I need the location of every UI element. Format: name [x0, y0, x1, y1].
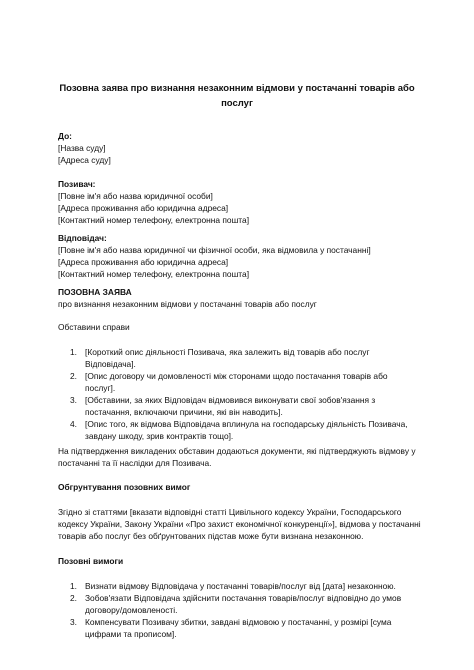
demand-text: Компенсувати Позивачу збитки, завдані відмовою у постачанні, у розмірі [сума цифрами та прописом]. — [85, 617, 392, 639]
list-item: 4. [Опис того, як відмова Відповідача вплинула на господарську діяльність Позивача, завдану шкоду, зрив контрактів тощо]. — [70, 419, 408, 441]
circumstances-list — [70, 346, 412, 442]
court-address: [Адреса суду] — [58, 155, 111, 165]
recipient-heading: До: — [58, 131, 72, 141]
plaintiff-address: [Адреса проживання або юридична адреса] — [58, 203, 229, 213]
circumstance-text: [Опис того, як відмова Відповідача вплинула на господарську діяльність Позивача, завдану шкоду, зрив контрактів тощо]. — [85, 419, 408, 441]
justification-heading: Обгрунтування позовних вимог — [58, 482, 191, 492]
justification-text: Згідно зі статтями [вказати відповідні статті Цивільного кодексу України, Господарського кодексу України, Закону України «Про захист економічної конкуренції»], відмова у постачанні товарів або послуг без обґрунтованих підстав може бути визнана незаконною. — [58, 507, 421, 541]
demand-text: Визнати відмову Відповідача у постачанні товарів/послуг від [дата] незаконною. — [85, 581, 396, 591]
plaintiff-section — [58, 178, 434, 226]
circumstance-text: [Короткий опис діяльності Позивача, яка залежить від товарів або послуг Відповідача]. — [85, 347, 370, 369]
circumstances-heading: Обставини справи — [58, 322, 130, 332]
plaintiff-heading: Позивач: — [58, 179, 96, 189]
demands-list — [70, 580, 416, 640]
list-item: 2. Зобов'язати Відповідача здійснити постачання товарів/послуг відповідно до умов договору/домовленості. — [70, 593, 402, 615]
list-item: 3. [Обставини, за яких Відповідач відмовився виконувати свої зобов'язання з постачання, включаючи причини, які він наводить]. — [70, 395, 376, 417]
demand-text: Зобов'язати Відповідача здійснити постачання товарів/послуг відповідно до умов договору/домовленості. — [85, 593, 402, 615]
defendant-contact: [Контактний номер телефону, електронна пошта] — [58, 269, 250, 279]
list-item: 1. [Короткий опис діяльності Позивача, яка залежить від товарів або послуг Відповідача]. — [70, 347, 370, 369]
plaintiff-contact: [Контактний номер телефону, електронна пошта] — [58, 215, 250, 225]
claim-section — [58, 286, 434, 310]
circumstance-text: [Обставини, за яких Відповідач відмовився виконувати свої зобов'язання з постачання, включаючи причини, які він наводить]. — [85, 395, 376, 417]
defendant-name: [Повне ім'я або назва юридичної чи фізичної особи, яка відмовила у постачанні] — [58, 245, 371, 255]
circumstances-conclusion: На підтвердження викладених обставин додаються документи, які підтверджують відмову у постачанні та її наслідки для Позивача. — [58, 446, 416, 468]
list-item: 3. Компенсувати Позивачу збитки, завдані відмовою у постачанні, у розмірі [сума цифрами та прописом]. — [70, 617, 392, 639]
recipient-section — [58, 130, 434, 166]
court-name: [Назва суду] — [58, 143, 106, 153]
claim-heading: ПОЗОВНА ЗАЯВА — [58, 287, 132, 297]
defendant-address: [Адреса проживання або юридична адреса] — [58, 257, 229, 267]
document-title: Позовна заява про визнання незаконним відмови у постачанні товарів або послуг — [59, 83, 415, 109]
defendant-heading: Відповідач: — [58, 233, 107, 243]
demands-heading: Позовні вимоги — [58, 556, 124, 566]
plaintiff-name: [Повне ім'я або назва юридичної особи] — [58, 191, 213, 201]
defendant-section — [58, 232, 434, 280]
circumstance-text: [Опис договору чи домовленості між сторонами щодо постачання товарів або послуг]. — [85, 371, 388, 393]
claim-subtitle: про визнання незаконним відмови у постачанні товарів або послуг — [58, 299, 317, 309]
list-item: 1. Визнати відмову Відповідача у постачанні товарів/послуг від [дата] незаконною. — [70, 581, 396, 591]
list-item: 2. [Опис договору чи домовленості між сторонами щодо постачання товарів або послуг]. — [70, 371, 388, 393]
